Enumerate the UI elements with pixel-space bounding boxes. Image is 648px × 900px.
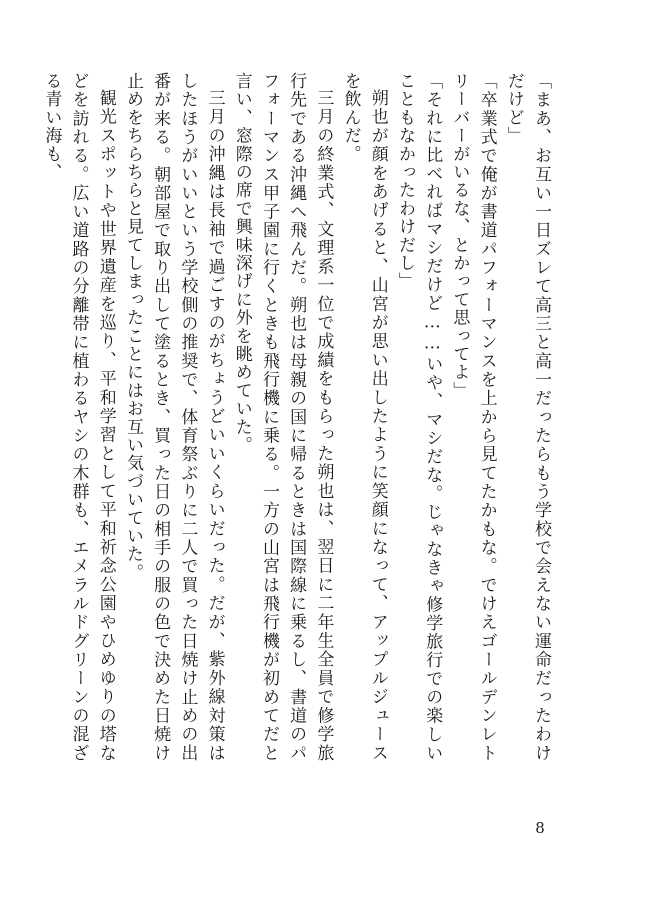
paragraph-narration-2: 三月の終業式、文理系一位で成績をもらった朔也は、翌日に二年生全員で修学旅行先である沖縄へ飛んだ。朔也は母親の国に帰るときは国際線に乗るし、書道のパフォーマンス甲子園に行くときも飛行機に乗る。一方の山宮は飛行機が初めてだと言い、窓際の席で興味深げに外を眺めていた。 bbox=[231, 72, 334, 762]
paragraph-dialogue-2: 「卒業式で俺が書道パフォーマンスを上から見てたかもな。でけえゴールデンレトリーバーがいるな、とかって思ってよ」 bbox=[449, 72, 497, 762]
page-number: 8 bbox=[535, 819, 545, 837]
paragraph-narration-1: 朔也が顔をあげると、山宮が思い出したように笑顔になって、アップルジュースを飲んだ。 bbox=[340, 72, 388, 762]
paragraph-narration-4: 観光スポットや世界遺産を巡り、平和学習として平和祈念公園やひめゆりの塔などを訪れる。広い道路の分離帯に植わるヤシの木群も、エメラルドグリーンの混ざる青い海も、 bbox=[41, 72, 116, 762]
vertical-text-body bbox=[41, 72, 554, 762]
paragraph-dialogue-1: 「まあ、お互い一日ズレて高三と高一だったらもう学校で会えない運命だったわけだけど」 bbox=[503, 72, 551, 762]
paragraph-narration-3: 三月の沖縄は長袖で過ごすのがちょうどいいくらいだった。だが、紫外線対策はしたほうがいいという学校側の推奨で、体育祭ぶりに二人で買った日焼け止めの出番が来る。朝部屋で取り出して塗るとき、買った日の相手の服の色で決めた日焼け止めをちらちらと見てしまったことにはお互い気づいていた。 bbox=[122, 72, 225, 762]
paragraph-dialogue-3: 「それに比べればマシだけど……いや、マシだな。じゃなきゃ修学旅行での楽しいこともなかったわけだし」 bbox=[394, 72, 443, 762]
